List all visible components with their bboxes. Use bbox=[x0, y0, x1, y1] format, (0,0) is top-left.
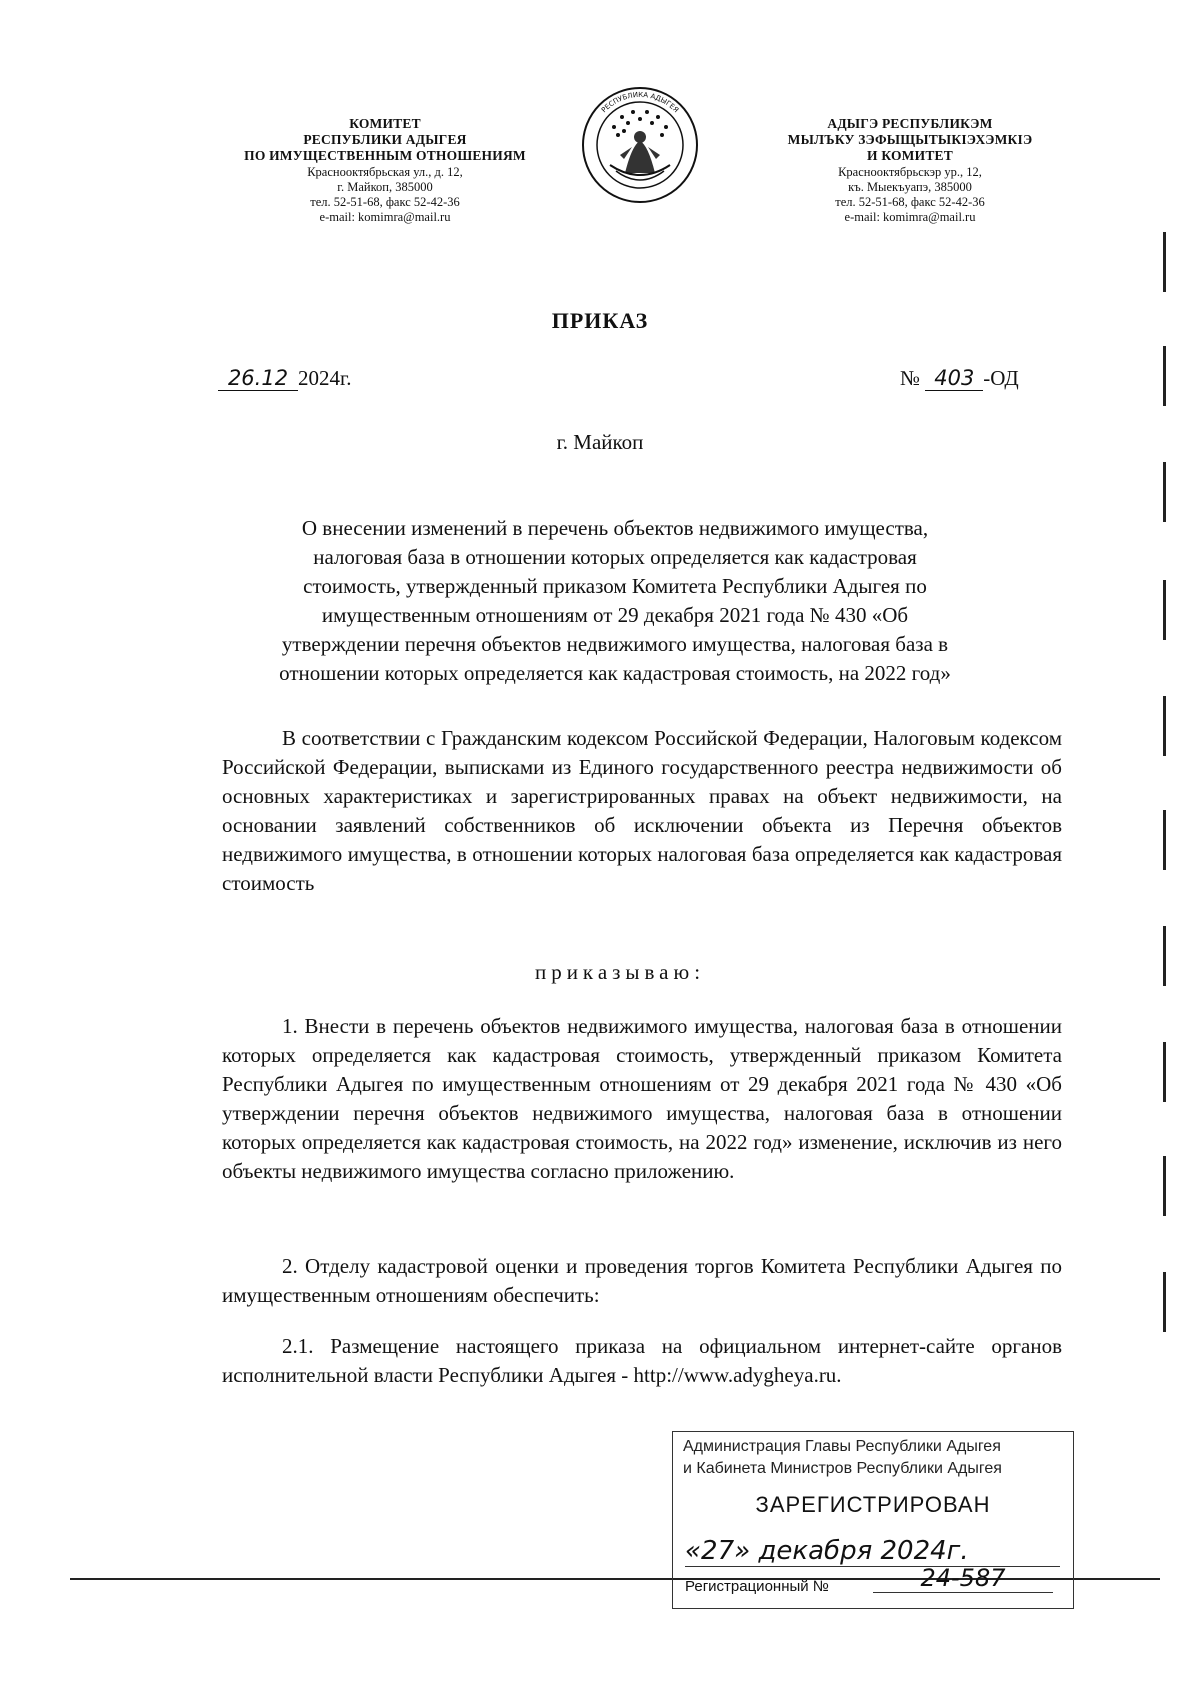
order-date-handwritten: 26.12 bbox=[218, 366, 298, 391]
header-left bbox=[220, 116, 550, 225]
subject-line: утверждении перечня объектов недвижимого имущества, налоговая база в bbox=[281, 632, 949, 656]
basis-paragraph: В соответствии с Гражданским кодексом Российской Федерации, Налоговым кодексом Российской Федерации, выписками из Единого государственного реестра недвижимости об основных характеристиках и зарегистрированных правах на объект недвижимости, на основании заявлений собственников об исключении объекта из Перечня объектов недвижимого имущества, в отношении которых налоговая база определяется как кадастровая стоимость bbox=[222, 726, 1062, 895]
order-number-suffix: -ОД bbox=[983, 366, 1019, 390]
org-email-ru: e-mail: komimra@mail.ru bbox=[319, 209, 451, 224]
org-phone-ru: тел. 52-51-68, факс 52-42-36 bbox=[310, 194, 460, 209]
subject-line: имущественным отношениям от 29 декабря 2021 года № 430 «Об bbox=[321, 603, 909, 627]
scan-margin-mark bbox=[1163, 462, 1166, 522]
subject-line: стоимость, утвержденный приказом Комитета Республики Адыгея по bbox=[303, 574, 927, 598]
order-number bbox=[900, 366, 1019, 391]
org-email-ady: e-mail: komimra@mail.ru bbox=[844, 209, 976, 224]
order-date bbox=[218, 366, 352, 391]
order-item-1: 1. Внести в перечень объектов недвижимого имущества, налоговая база в отношении которых определяется как кадастровая стоимость, утвержденный приказом Комитета Республики Адыгея по имущественным отношениям от 29 декабря 2021 года № 430 «Об утверждении перечня объектов недвижимого имущества, налоговая база в отношении которых определяется как кадастровая стоимость, на 2022 год» изменение, исключив из него объекты недвижимого имущества согласно приложению. bbox=[222, 1014, 1062, 1183]
stamp-authority-line1: Администрация Главы Республики Адыгея bbox=[683, 1438, 1001, 1455]
org-city-ru: г. Майкоп, 385000 bbox=[337, 179, 433, 194]
subject-line: О внесении изменений в перечень объектов недвижимого имущества, bbox=[301, 516, 929, 540]
org-name-ru-line2: РЕСПУБЛИКИ АДЫГЕЯ bbox=[303, 132, 467, 148]
stamp-authority-line2: и Кабинета Министров Республики Адыгея bbox=[683, 1460, 1002, 1477]
scan-margin-mark bbox=[1163, 696, 1166, 756]
order-number-prefix: № bbox=[900, 366, 921, 390]
org-name-ru-line1: КОМИТЕТ bbox=[349, 116, 421, 131]
org-name-ady-line3: И КОМИТЕТ bbox=[867, 148, 953, 164]
subject-line: налоговая база в отношении которых определяется как кадастровая bbox=[313, 545, 917, 569]
scan-margin-mark bbox=[1163, 232, 1166, 292]
city-name: г. Майкоп bbox=[556, 430, 644, 454]
org-address-ady: Краснооктябрьскэр ур., 12, bbox=[838, 164, 982, 179]
registration-stamp bbox=[672, 1431, 1074, 1609]
order-item-2: 2. Отделу кадастровой оценки и проведения торгов Комитета Республики Адыгея по имущественным отношениям обеспечить: bbox=[222, 1254, 1062, 1307]
order-date-year: 2024г. bbox=[298, 366, 352, 390]
stamp-reg-number: 24-587 bbox=[873, 1564, 1053, 1593]
org-phone-ady: тел. 52-51-68, факс 52-42-36 bbox=[835, 194, 985, 209]
org-name-ady-line1: АДЫГЭ РЕСПУБЛИКЭМ bbox=[827, 116, 993, 131]
stamp-status: ЗАРЕГИСТРИРОВАН bbox=[755, 1492, 991, 1517]
stamp-date-handwritten: «27» декабря 2024г. bbox=[685, 1536, 1060, 1567]
org-city-ady: къ. Мыекъуапэ, 385000 bbox=[848, 179, 972, 194]
subject-line: отношении которых определяется как кадастровая стоимость, на 2022 год» bbox=[279, 661, 951, 685]
stamp-reg-label: Регистрационный № bbox=[685, 1578, 829, 1595]
order-subject bbox=[215, 514, 1015, 688]
order-number-handwritten: 403 bbox=[925, 366, 983, 391]
coat-of-arms-emblem bbox=[580, 85, 700, 205]
scan-margin-mark bbox=[1163, 1042, 1166, 1102]
scan-margin-mark bbox=[1163, 346, 1166, 406]
emblem-text: РЕСПУБЛИКА АДЫГЕЯ bbox=[599, 90, 681, 115]
scan-margin-mark bbox=[1163, 1272, 1166, 1332]
org-address-ru: Краснооктябрьская ул., д. 12, bbox=[307, 164, 463, 179]
scan-margin-mark bbox=[1163, 810, 1166, 870]
document-title: ПРИКАЗ bbox=[551, 308, 649, 333]
order-item-2-1: 2.1. Размещение настоящего приказа на официальном интернет-сайте органов исполнительной власти Республики Адыгея - http://www.adygheya.ru. bbox=[222, 1334, 1062, 1387]
orders-word: приказываю: bbox=[534, 960, 706, 984]
scan-margin-mark bbox=[1163, 926, 1166, 986]
scan-margin-mark bbox=[1163, 580, 1166, 640]
org-name-ady-line2: МЫЛЪКУ ЗЭФЫЩЫТЫКIЭХЭМКIЭ bbox=[787, 132, 1033, 148]
scan-margin-mark bbox=[1163, 1156, 1166, 1216]
org-name-ru-line3: ПО ИМУЩЕСТВЕННЫМ ОТНОШЕНИЯМ bbox=[244, 148, 526, 164]
header-right bbox=[745, 116, 1075, 225]
